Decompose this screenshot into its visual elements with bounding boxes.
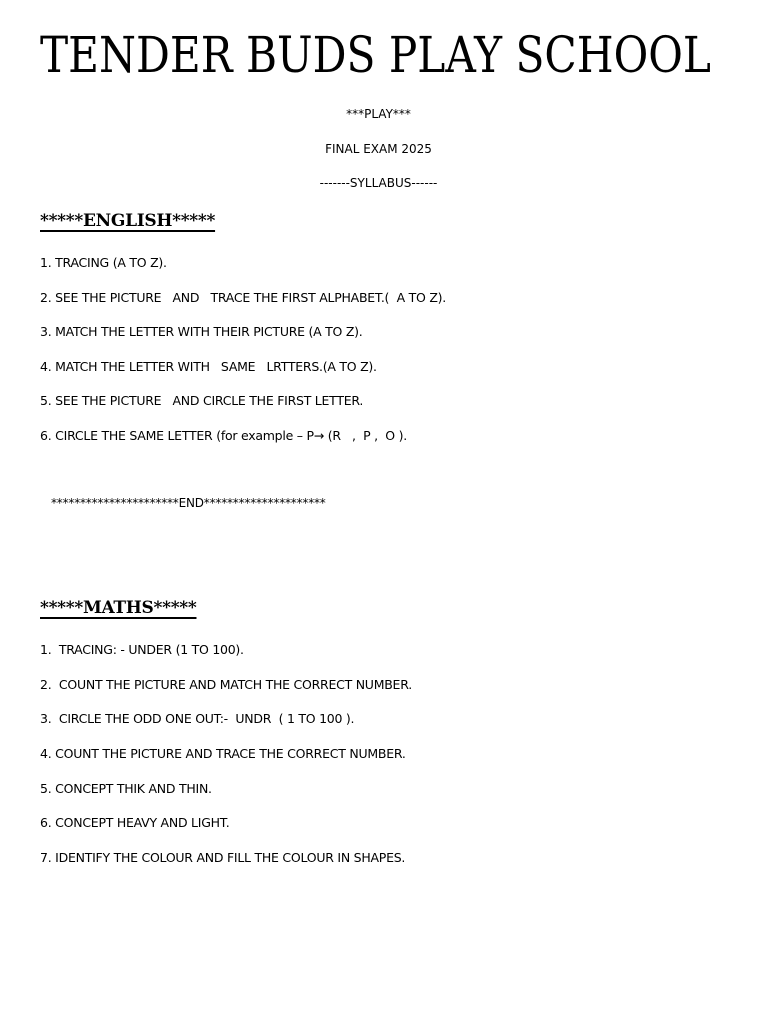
- maths-item: 3. CIRCLE THE ODD ONE OUT:- UNDR ( 1 TO 100 ).: [40, 711, 355, 726]
- english-item: 5. SEE THE PICTURE AND CIRCLE THE FIRST LETTER.: [40, 393, 364, 408]
- english-heading: *****ENGLISH*****: [40, 211, 216, 231]
- maths-heading: *****MATHS*****: [40, 598, 197, 618]
- english-item: 1. TRACING (A TO Z).: [40, 255, 167, 270]
- maths-item: 2. COUNT THE PICTURE AND MATCH THE CORRECT NUMBER.: [40, 677, 412, 692]
- school-title: TENDER BUDS PLAY SCHOOL: [40, 26, 711, 84]
- english-item: 3. MATCH THE LETTER WITH THEIR PICTURE (A TO Z).: [40, 324, 363, 339]
- maths-item: 1. TRACING: - UNDER (1 TO 100).: [40, 642, 244, 657]
- english-item: 2. SEE THE PICTURE AND TRACE THE FIRST ALPHABET.( A TO Z).: [40, 290, 447, 305]
- class-line: ***PLAY***: [346, 107, 411, 121]
- english-item: 4. MATCH THE LETTER WITH SAME LRTTERS.(A TO Z).: [40, 359, 377, 374]
- syllabus-line: -------SYLLABUS------: [319, 176, 438, 190]
- maths-item: 7. IDENTIFY THE COLOUR AND FILL THE COLOUR IN SHAPES.: [40, 850, 406, 865]
- maths-item: 6. CONCEPT HEAVY AND LIGHT.: [40, 815, 230, 830]
- english-item: 6. CIRCLE THE SAME LETTER (for example – P→ (R , P , O ).: [40, 428, 407, 443]
- english-end-marker: **********************END*********************: [51, 496, 326, 510]
- maths-item: 5. CONCEPT THIK AND THIN.: [40, 781, 212, 796]
- maths-item: 4. COUNT THE PICTURE AND TRACE THE CORRECT NUMBER.: [40, 746, 406, 761]
- exam-title: FINAL EXAM 2025: [325, 142, 432, 156]
